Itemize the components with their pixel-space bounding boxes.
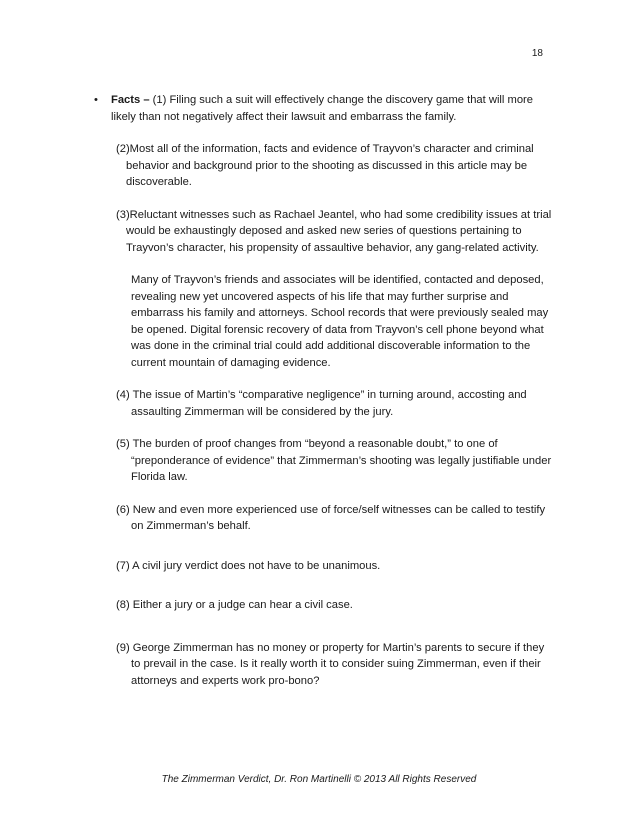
bullet-icon: • (94, 94, 98, 106)
page-footer: The Zimmerman Verdict, Dr. Ron Martinelli © 2013 All Rights Reserved (161, 774, 477, 785)
list-item-5: (5) The burden of proof changes from “beyond a reasonable doubt,” to one of “preponderance of evidence” that Zimmerman’s shooting was legally justifiable under Florida law. (116, 438, 552, 483)
list-item-3: (3)Reluctant witnesses such as Rachael Jeantel, who had some credibility issues at trial would be exhaustingly deposed and asked new series of questions pertaining to Trayvon’s character, his propensity of assaultive behavior, any gang-related activity. (116, 208, 552, 254)
facts-text: (1) Filing such a suit will effectively change the discovery game that will more likely than not negatively affect their lawsuit and embarrass the family. (111, 94, 534, 123)
facts-label: Facts – (111, 94, 150, 106)
list-item-2: (2)Most all of the information, facts and evidence of Trayvon’s character and criminal behavior and background prior to the shooting as discussed in this article may be discoverable. (116, 143, 534, 188)
facts-bullet-item (94, 92, 554, 125)
page-number: 18 (531, 48, 543, 59)
list-item-9: (9) George Zimmerman has no money or property for Martin’s parents to secure if they to prevail in the case. Is it really worth it to consider suing Zimmerman, even if their attorneys and experts work pro-bono? (116, 641, 545, 687)
list-item-4: (4) The issue of Martin’s “comparative negligence” in turning around, accosting and assaulting Zimmerman will be considered by the jury. (116, 389, 527, 418)
list-item-8: (8) Either a jury or a judge can hear a civil case. (116, 599, 353, 611)
list-item-7: (7) A civil jury verdict does not have to be unanimous. (116, 559, 381, 572)
document-body (94, 92, 554, 705)
sub-paragraph: Many of Trayvon’s friends and associates will be identified, contacted and deposed, revealing new yet uncovered aspects of his life that may further surprise and embarrass his family and attorneys. School records that were previously sealed may be opened. Digital forensic recovery of data from Trayvon’s cell phone beyond what was done in the criminal trial could add additional discoverable information to the current mountain of damaging evidence. (131, 274, 549, 369)
list-item-6: (6) New and even more experienced use of force/self witnesses can be called to testify on Zimmerman’s behalf. (116, 503, 546, 532)
